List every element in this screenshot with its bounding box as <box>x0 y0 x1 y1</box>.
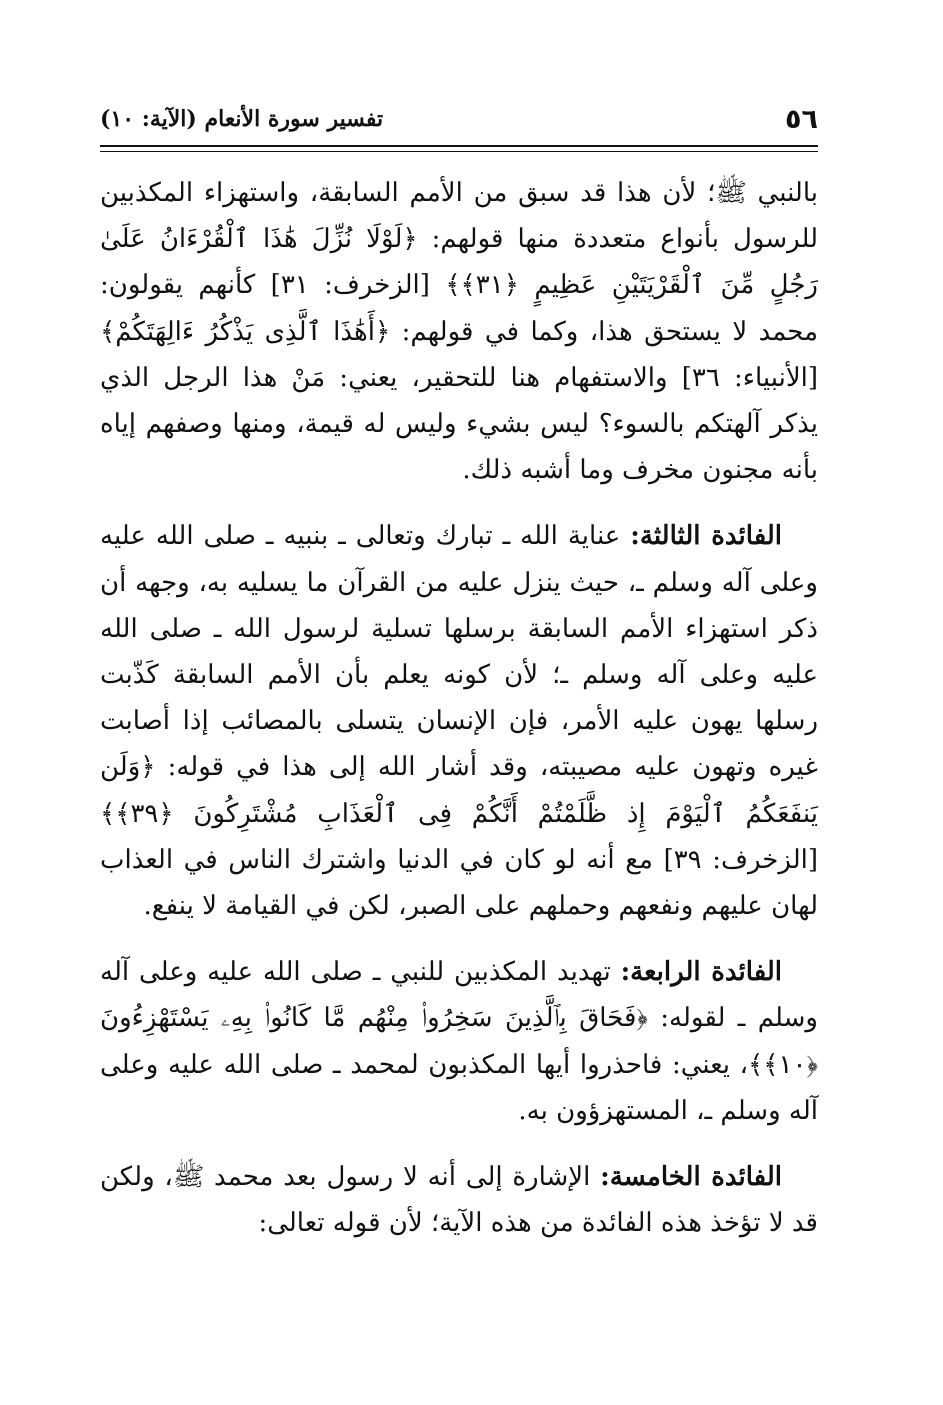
page-header <box>100 100 818 140</box>
paragraph-text: الإشارة إلى أنه لا رسول بعد محمد ﷺ، ولكن قد لا تؤخذ هذه الفائدة من هذه الآية؛ لأن قوله تعالى: <box>100 1162 818 1239</box>
page-number: ٥٦ <box>785 104 818 135</box>
paragraph-benefit-three <box>100 513 818 929</box>
header-rule-thin <box>100 151 818 152</box>
paragraph-heading: الفائدة الخامسة: <box>600 1162 782 1193</box>
paragraph-text: عناية الله ـ تبارك وتعالى ـ بنبيه ـ صلى الله عليه وعلى آله وسلم ـ، حيث ينزل عليه من القرآن ما يسليه به، وجهه أن ذكر استهزاء الأمم السابقة برسلها تسلية لرسول الله ـ صلى الله عليه وعلى آله وسلم ـ؛ لأن كونه يعلم بأن الأمم السابقة كَذّبت رسلها يهون عليه الأمر، فإن الإنسان يتسلى بالمصائب إذا أصابت غيره وتهون عليه مصيبته، وقد أشار الله إلى هذا في قوله: ﴿وَلَن يَنفَعَكُمُ ٱلْيَوْمَ إِذ ظَّلَمْتُمْ أَنَّكُمْ فِى ٱلْعَذَابِ مُشْتَرِكُونَ ﴿٣٩﴾﴾ [الزخرف: ٣٩] مع أنه لو كان في الدنيا واشترك الناس في العذاب لهان عليهم ونفعهم وحملهم على الصبر، لكن في القيامة لا ينفع. <box>100 521 818 922</box>
paragraph-continuation <box>100 170 818 493</box>
paragraph-text: تهديد المكذبين للنبي ـ صلى الله عليه وعلى آله وسلم ـ لقوله: ﴿فَحَاقَ بِٱلَّذِينَ سَخِرُوا۟ مِنْهُم مَّا كَانُوا۟ بِهِۦ يَسْتَهْزِءُونَ ﴿١٠﴾﴾، يعني: فاحذروا أيها المكذبون لمحمد ـ صلى الله عليه وعلى آله وسلم ـ، المستهزؤون به. <box>100 957 818 1126</box>
paragraph-heading: الفائدة الرابعة: <box>620 957 782 988</box>
page-body <box>100 170 818 1266</box>
header-rule-thick <box>100 145 818 147</box>
paragraph-benefit-five <box>100 1154 818 1246</box>
paragraph-text: بالنبي ﷺ؛ لأن هذا قد سبق من الأمم السابقة، واستهزاء المكذبين للرسول بأنواع متعددة منها قولهم: ﴿لَوْلَا نُزِّلَ هَٰذَا ٱلْقُرْءَانُ عَلَىٰ رَجُلٍ مِّنَ ٱلْقَرْيَتَيْنِ عَظِيمٍ ﴿٣١﴾﴾ [الزخرف: ٣١] كأنهم يقولون: محمد لا يستحق هذا، وكما في قولهم: ﴿أَهَٰذَا ٱلَّذِى يَذْكُرُ ءَالِهَتَكُمْ﴾ [الأنبياء: ٣٦] والاستفهام هنا للتحقير، يعني: مَنْ هذا الرجل الذي يذكر آلهتكم بالسوء؟ ليس بشيء وليس له قيمة، ومنها وصفهم إياه بأنه مجنون مخرف وما أشبه ذلك. <box>100 178 819 486</box>
running-title: تفسير سورة الأنعام (الآية: ١٠) <box>100 106 384 132</box>
paragraph-heading: الفائدة الثالثة: <box>630 521 782 552</box>
paragraph-benefit-four <box>100 949 818 1134</box>
